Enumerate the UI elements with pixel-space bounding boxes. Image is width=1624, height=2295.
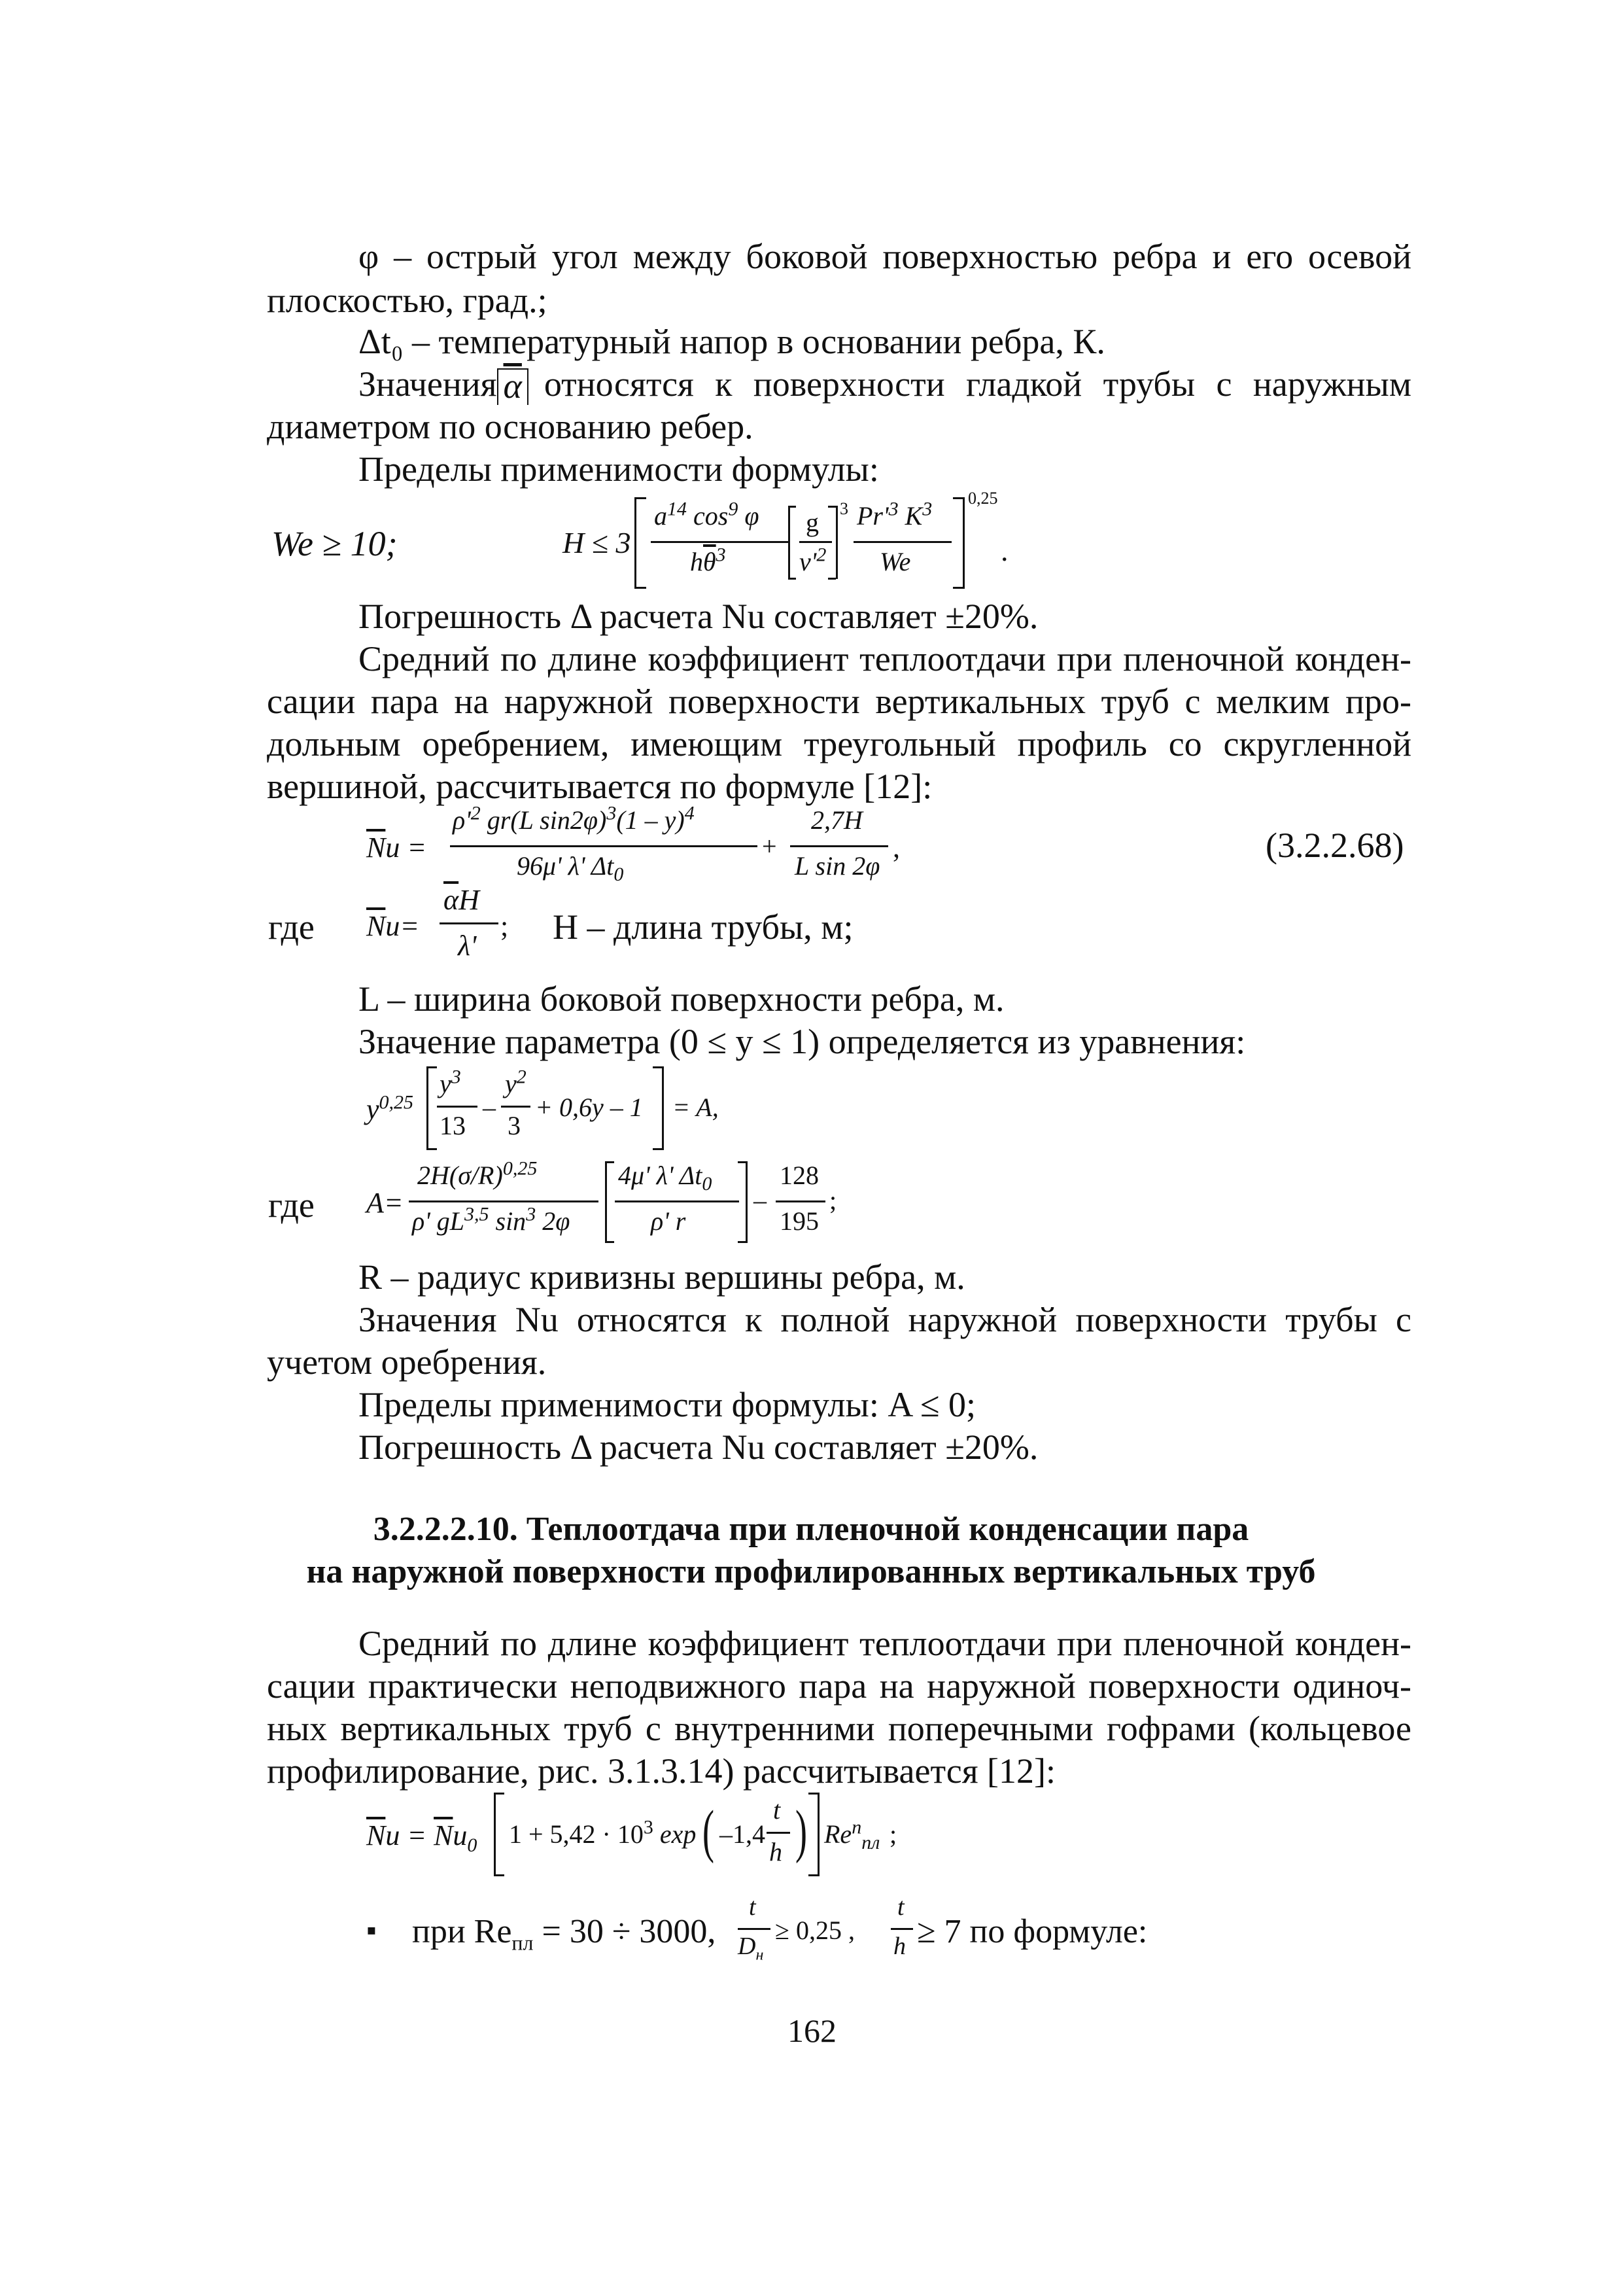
alpha-note-word: Значения <box>358 364 497 404</box>
limits-heading-1: Пределы применимости формулы: <box>358 449 879 489</box>
a-formula: A= $2H(\sigma/R)^{0,25}$ ρ' gL$^{3,5}$ $\sin^3 2\varphi$ 4μ' λ' $\Delta t_0$ ρ' r – 128 195 ; <box>366 1155 863 1253</box>
intro2-line1: Средний по длине коэффициент теплоотдачи при пленочной конден- <box>358 639 1411 678</box>
bullet-text-pri: при Re <box>412 1913 512 1950</box>
intro2-line3: дольным оребрением, имеющим треугольный профиль со скругленной <box>267 724 1411 763</box>
nu-formula-3-2-2-68: $\overline{N}u$ = $\rho'^2$ gr(L sin2φ)$^3$(1 – y)$^4$ 96μ' λ' $\Delta t_0$ + 2,7H L sin 2φ , <box>366 802 900 885</box>
limits-heading-2: Пределы применимости формулы: A ≤ 0; <box>358 1385 976 1424</box>
error-note-2: Погрешность Δ расчета Nu составляет ±20%. <box>358 1428 1039 1467</box>
where-label-2: где <box>268 1185 315 1225</box>
nu-corrugated-formula: $\overline{N}u = \overline{N}u_0$ $1 + 5,42 \cdot 10^3$ exp ( –1,4 t h ) $Re^n_{пл}$ ; <box>366 1789 955 1881</box>
equation-number: (3.2.2.68) <box>1266 826 1404 865</box>
intro3-line3: ных вертикальных труб с внутренними поперечными гофрами (кольцевое <box>267 1709 1411 1748</box>
phi-definition-line2: плоскостью, град.; <box>267 281 547 320</box>
bullet-marker: ▪ <box>366 1914 377 1946</box>
phi-definition-line1: φ – острый угол между боковой поверхностью ребра и его осевой <box>358 237 1411 276</box>
y-equation: $y^{0,25}$ $y^3$ 13 – $y^2$ 3 + 0,6y – 1 = A, <box>366 1063 772 1155</box>
page-number: 162 <box>787 2012 837 2049</box>
alpha-note-line2: диаметром по основанию ребер. <box>267 407 753 446</box>
nu-note-line1: Значения Nu относятся к полной наружной поверхности трубы с <box>358 1300 1411 1339</box>
bullet-text-pl: пл <box>511 1931 534 1955</box>
y-parameter-note: Значение параметра (0 ≤ y ≤ 1) определяется из уравнения: <box>358 1022 1246 1061</box>
intro2-line4: вершиной, рассчитывается по формуле [12]: <box>267 767 933 806</box>
bullet-condition-line: при $Re_{пл} = 30 \div 3000$, t $D_н$ ≥ 0,25 , t h ≥ 7 по формуле: <box>412 1893 1148 1964</box>
nu-note-line2: учетом оребрения. <box>267 1342 547 1382</box>
bullet-text-range: = 30 ÷ 3000, <box>542 1913 716 1950</box>
where-label-1: где <box>268 907 315 947</box>
section-heading-line2: на наружной поверхности профилированных вертикальных труб <box>306 1553 1316 1590</box>
intro2-line2: сации пара на наружной поверхности вертикальных труб с мелким про- <box>267 682 1411 721</box>
r-definition: R – радиус кривизны вершины ребра, м. <box>358 1257 965 1297</box>
h-definition: H – длина трубы, м; <box>553 907 854 947</box>
delta-t-definition: Δt₀ – температурный напор в основании ребра, К. <box>358 322 1105 361</box>
intro3-line1: Средний по длине коэффициент теплоотдачи при пленочной конден- <box>358 1624 1411 1663</box>
error-note-1: Погрешность Δ расчета Nu составляет ±20%. <box>358 597 1039 636</box>
we-condition: We ≥ 10; <box>271 524 398 563</box>
section-heading-line1: 3.2.2.2.10. Теплоотдача при пленочной конденсации пара <box>373 1511 1249 1548</box>
alpha-symbol: $\overline{\alpha}$ <box>497 368 528 405</box>
bullet-text-formula: по формуле: <box>969 1913 1148 1950</box>
h-limit-formula: H ≤ 3 $a^{14}$ $\cos^9 \varphi$ $h\overline{\theta}^3$ g $\nu'^2$ 3 $Pr'^3$ $K^3$ We 0,25 . <box>562 494 1020 592</box>
intro3-line4: профилирование, рис. 3.1.3.14) рассчитывается [12]: <box>267 1751 1056 1791</box>
alpha-note-rest: относятся к поверхности гладкой трубы с наружным <box>544 364 1411 404</box>
intro3-line2: сации практически неподвижного пара на наружной поверхности одиноч- <box>267 1666 1411 1706</box>
l-definition: L – ширина боковой поверхности ребра, м. <box>358 979 1005 1019</box>
nu-definition: $\overline{N}u=$ $\overline{\alpha}H$ λ' ; <box>366 884 509 962</box>
alpha-note-line1 <box>358 363 1411 405</box>
